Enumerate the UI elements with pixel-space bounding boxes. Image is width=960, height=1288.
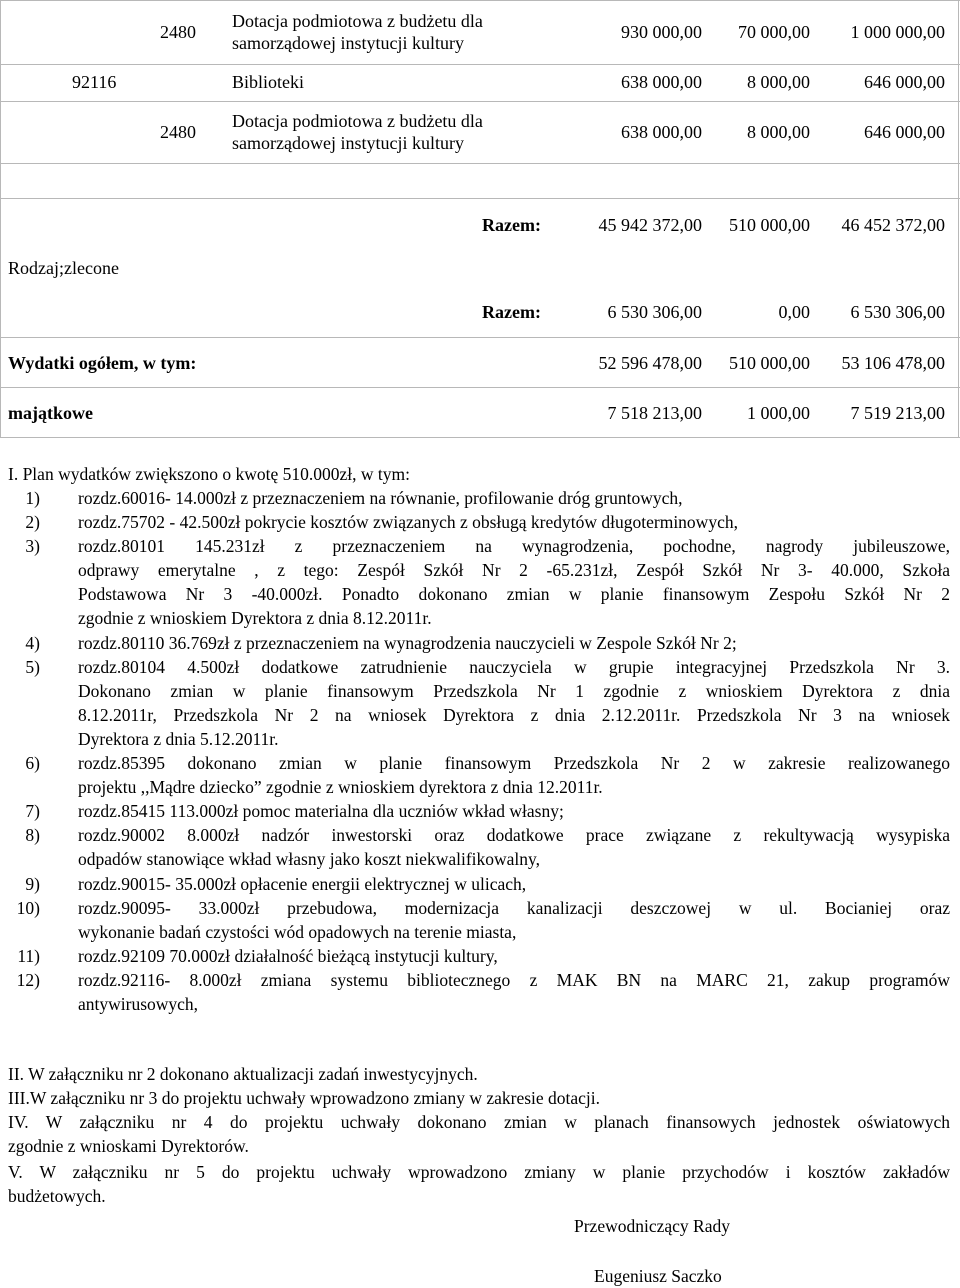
list-item-text: rozdz.90015- 35.000zł opłacenie energii elektrycznej w ulicach, bbox=[78, 873, 527, 894]
list-item-text: rozdz.90095- 33.000zł przebudowa, modernizacja kanalizacji deszczowej w ul. Bocianiej oraz wykonanie badań czystości wód opadowych na terenie miasta, bbox=[78, 897, 950, 942]
property-label: majątkowe bbox=[8, 403, 93, 423]
row-section: 92116 bbox=[72, 72, 117, 92]
signature-title: Przewodniczący Rady bbox=[574, 1216, 730, 1236]
list-item-text: rozdz.90002 8.000zł nadzór inwestorski oraz dodatkowe prace związane z rekultywacją wysypiska odpadów stanowiące wkład własny jako koszt niekwalifikowalny, bbox=[78, 825, 950, 870]
row-value-1: 638 000,00 bbox=[621, 122, 702, 142]
list-item-number: 5) bbox=[25, 656, 40, 677]
total-value-3: 46 452 372,00 bbox=[841, 215, 945, 235]
list-item-text: rozdz.80104 4.500zł dodatkowe zatrudnienie nauczyciela w grupie integracyjnej Przedszkola Nr 3. Dokonano zmian w planie finansowym Przedszkola Nr 1 zgodnie z wnioskiem Dyrektora z dnia 8.12.2011r, Przedszkola Nr 2 na wniosek Dyrektora z dnia 2.12.2011r. Przedszkola Nr 3 na wniosek Dyrektora z dnia 5.12.2011r. bbox=[78, 656, 950, 749]
list-item-text: rozdz.80110 36.769zł z przeznaczeniem na wynagrodzenia nauczycieli w Zespole Szkół Nr 2; bbox=[78, 632, 737, 653]
list-item-number: 6) bbox=[25, 753, 40, 774]
row-code: 2480 bbox=[160, 22, 196, 42]
list-item-text: rozdz.75702 - 42.500zł pokrycie kosztów związanych z obsługą kredytów długoterminowych, bbox=[78, 512, 738, 533]
section-2: II. W załączniku nr 2 dokonano aktualizacji zadań inwestycyjnych. bbox=[8, 1064, 478, 1084]
list-item-number: 8) bbox=[25, 825, 40, 846]
row-value-2: 70 000,00 bbox=[738, 22, 810, 42]
total-value-2: 510 000,00 bbox=[729, 215, 810, 235]
total-value-3: 6 530 306,00 bbox=[850, 302, 945, 322]
row-value-1: 638 000,00 bbox=[621, 72, 702, 92]
expenses-value-3: 53 106 478,00 bbox=[841, 353, 945, 373]
intro-line: I. Plan wydatków zwiększono o kwotę 510.000zł, w tym: bbox=[8, 464, 410, 484]
list-item-number: 9) bbox=[25, 873, 40, 894]
expenses-label: Wydatki ogółem, w tym: bbox=[8, 353, 197, 373]
total-value-1: 6 530 306,00 bbox=[607, 302, 702, 322]
list-item-number: 3) bbox=[25, 536, 40, 557]
row-value-2: 8 000,00 bbox=[747, 122, 810, 142]
list-item-text: rozdz.85395 dokonano zmian w planie finansowym Przedszkola Nr 2 w zakresie realizowanego projektu ,,Mądre dziecko” zgodnie z wnioskiem dyrektora z dnia 12.2011r. bbox=[78, 753, 950, 798]
group-label: Rodzaj;zlecone bbox=[8, 258, 119, 278]
total-label: Razem: bbox=[482, 302, 541, 322]
property-value-1: 7 518 213,00 bbox=[607, 403, 702, 423]
list-item-number: 4) bbox=[25, 632, 40, 653]
list-item-text: rozdz.80101 145.231zł z przeznaczeniem na wynagrodzenia, pochodne, nagrody jubileuszowe, odprawy emerytalne , z tego: Zespół Szkół Nr 2 -65.231zł, Zespół Szkół Nr 3- 40.000, Szkoła Podstawowa Nr 3 -40.000zł. Ponadto dokonano zmian w planie finansowym Zespołu Szkół Nr 2 zgodnie z wnioskiem Dyrektora z dnia 8.12.2011r. bbox=[78, 536, 950, 629]
list-item-text: rozdz.92116- 8.000zł zmiana systemu bibliotecznego z MAK BN na MARC 21, zakup programów antywirusowych, bbox=[78, 970, 950, 1014]
total-label: Razem: bbox=[482, 215, 541, 235]
list-item-number: 10) bbox=[16, 897, 40, 918]
row-name: Dotacja podmiotowa z budżetu dla samorządowej instytucji kultury bbox=[232, 111, 483, 153]
list-item-text: rozdz.60016- 14.000zł z przeznaczeniem na równanie, profilowanie dróg gruntowych, bbox=[78, 488, 683, 508]
section-3: III.W załączniku nr 3 do projektu uchwały wprowadzono zmiany w zakresie dotacji. bbox=[8, 1088, 601, 1108]
row-value-2: 8 000,00 bbox=[747, 72, 810, 92]
expenses-value-1: 52 596 478,00 bbox=[598, 353, 702, 373]
list-item-number: 11) bbox=[17, 945, 40, 966]
row-value-3: 646 000,00 bbox=[864, 72, 945, 92]
total-value-1: 45 942 372,00 bbox=[598, 215, 702, 235]
section-4: IV. W załączniku nr 4 do projektu uchwały dokonano zmian w planach finansowych jednostek oświatowych zgodnie z wnioskami Dyrektorów. bbox=[8, 1112, 950, 1156]
list-item-text: rozdz.92109 70.000zł działalność bieżącą instytucji kultury, bbox=[78, 945, 498, 966]
list-item-number: 7) bbox=[25, 801, 40, 822]
list-item-number: 12) bbox=[16, 970, 40, 990]
row-name: Biblioteki bbox=[232, 72, 304, 92]
row-value-3: 646 000,00 bbox=[864, 122, 945, 142]
row-name: Dotacja podmiotowa z budżetu dla samorządowej instytucji kultury bbox=[232, 11, 483, 53]
list-item-number: 1) bbox=[25, 488, 40, 508]
row-value-1: 930 000,00 bbox=[621, 22, 702, 42]
row-code: 2480 bbox=[160, 122, 196, 142]
property-value-3: 7 519 213,00 bbox=[850, 403, 945, 423]
property-value-2: 1 000,00 bbox=[747, 403, 810, 423]
total-value-2: 0,00 bbox=[778, 302, 810, 322]
list-item-number: 2) bbox=[25, 512, 40, 533]
signature-name: Eugeniusz Saczko bbox=[594, 1266, 722, 1286]
list-item-text: rozdz.85415 113.000zł pomoc materialna dla uczniów wkład własny; bbox=[78, 801, 564, 822]
expenses-value-2: 510 000,00 bbox=[729, 353, 810, 373]
row-value-3: 1 000 000,00 bbox=[850, 22, 945, 42]
section-5: V. W załączniku nr 5 do projektu uchwały wprowadzono zmiany w planie przychodów i kosztów zakładów budżetowych. bbox=[8, 1162, 950, 1206]
